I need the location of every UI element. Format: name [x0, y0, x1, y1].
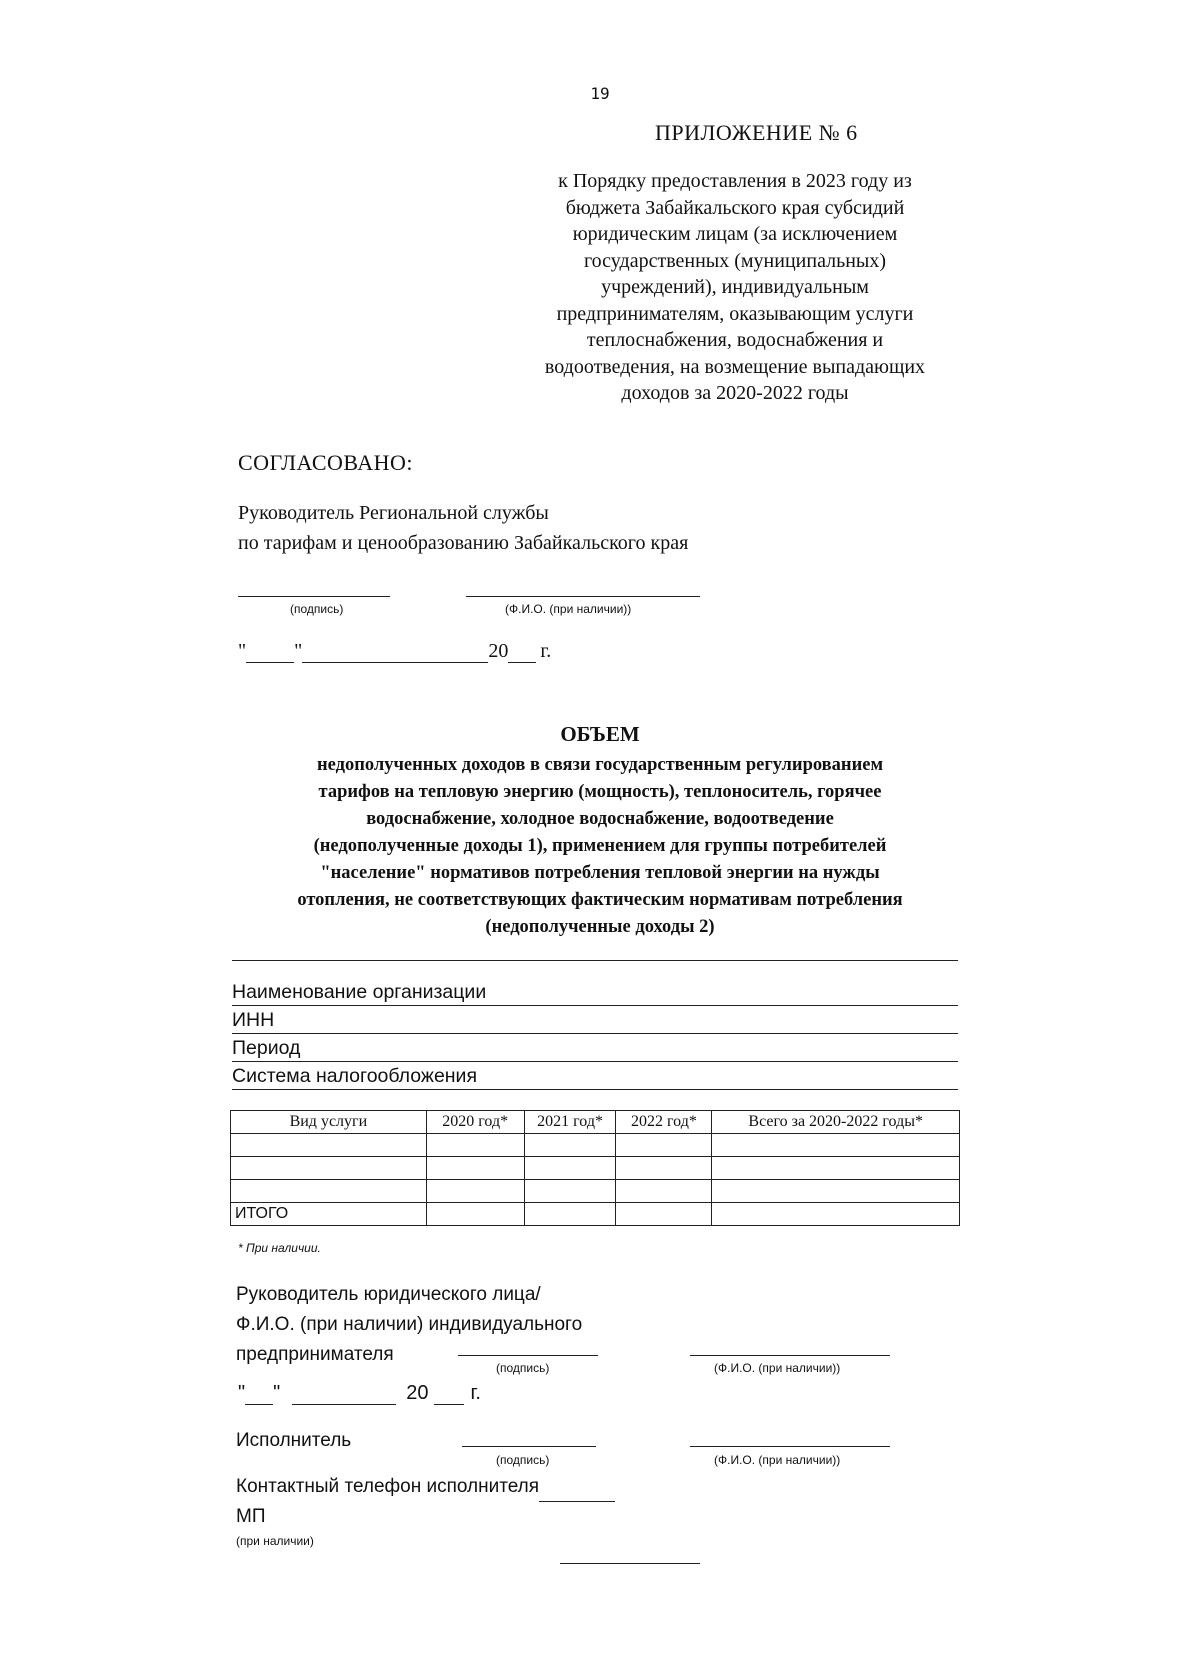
signatory-name-line[interactable] [690, 1355, 890, 1356]
table-cell[interactable] [712, 1180, 960, 1203]
approval-signature-caption: (подпись) [290, 602, 344, 616]
signatory-title [236, 1280, 582, 1370]
table-header-cell: Вид услуги [231, 1111, 427, 1134]
executor-label: Исполнитель [236, 1430, 352, 1451]
executor-signature-line[interactable] [462, 1446, 596, 1447]
date-day-blank[interactable] [245, 1386, 273, 1405]
executor-phone [236, 1472, 615, 1502]
signatory-signature-line[interactable] [458, 1355, 598, 1356]
table-cell[interactable] [524, 1134, 616, 1157]
date-month-blank[interactable] [302, 644, 488, 663]
table-cell[interactable] [524, 1180, 616, 1203]
date-quote-close: " [273, 1382, 281, 1404]
form-title: ОБЪЕМ [560, 722, 640, 746]
date-quote-open: " [238, 1382, 246, 1404]
date-year-suffix: г. [470, 1382, 481, 1404]
table-cell[interactable] [712, 1134, 960, 1157]
table-cell[interactable] [616, 1180, 712, 1203]
appendix-description-line: бюджета Забайкальского края субсидий [565, 196, 905, 219]
stamp-label: МП [236, 1506, 266, 1527]
info-field-organization[interactable]: Наименование организации [232, 978, 958, 1006]
table-total-label: ИТОГО [231, 1203, 427, 1226]
table-cell[interactable] [616, 1203, 712, 1226]
appendix-description-line: юридическим лицам (за исключением [572, 223, 898, 245]
services-table [230, 1110, 960, 1226]
table-cell[interactable] [616, 1134, 712, 1157]
appendix-description [520, 168, 950, 407]
bottom-separator-line [560, 1563, 700, 1564]
info-field-period[interactable]: Период [232, 1034, 958, 1062]
table-cell[interactable] [616, 1157, 712, 1180]
table-row [231, 1157, 960, 1180]
table-row [231, 1180, 960, 1203]
executor-phone-blank[interactable] [539, 1481, 615, 1502]
form-subtitle [235, 752, 965, 941]
signatory-name-caption: (Ф.И.О. (при наличии)) [714, 1361, 841, 1375]
table-header-row [231, 1111, 960, 1134]
table-header-cell: 2022 год* [616, 1111, 712, 1134]
date-year-blank[interactable] [508, 644, 536, 663]
approval-position [238, 498, 688, 558]
approval-name-caption: (Ф.И.О. (при наличии)) [505, 602, 632, 616]
table-cell[interactable] [524, 1203, 616, 1226]
signatory-line: Руководитель юридического лица/ [236, 1284, 541, 1305]
page-number: 19 [590, 84, 610, 103]
approval-name-line[interactable] [466, 596, 700, 597]
table-cell[interactable] [231, 1134, 427, 1157]
appendix-description-line: государственных (муниципальных) [583, 249, 887, 272]
approval-position-line: по тарифам и ценообразованию Забайкальского края [238, 532, 689, 554]
date-month-blank[interactable] [292, 1386, 396, 1405]
appendix-description-line: теплоснабжения, водоснабжения и [586, 329, 884, 351]
form-subtitle-line: (недополученные доходы 2) [485, 917, 715, 937]
title-separator-line [232, 960, 958, 961]
table-row [231, 1134, 960, 1157]
signatory-signature-caption: (подпись) [496, 1361, 550, 1375]
date-day-blank[interactable] [246, 644, 294, 663]
appendix-description-line: водоотведения, на возмещение выпадающих [544, 355, 926, 378]
table-header-cell: 2021 год* [524, 1111, 616, 1134]
table-header-cell: 2020 год* [426, 1111, 524, 1134]
approval-signature-line[interactable] [238, 596, 390, 597]
table-cell[interactable] [231, 1180, 427, 1203]
info-field-inn[interactable]: ИНН [232, 1006, 958, 1034]
table-cell[interactable] [426, 1180, 524, 1203]
signatory-line: предпринимателя [236, 1344, 394, 1365]
info-field-tax-system[interactable]: Система налогообложения [232, 1062, 958, 1090]
appendix-description-line: к Порядку предоставления в 2023 году из [558, 170, 912, 192]
stamp-note: (при наличии) [236, 1534, 314, 1548]
form-subtitle-line: отопления, не соответствующих фактическим нормативам потребления [297, 890, 903, 910]
form-subtitle-line: недополученных доходов в связи государственным регулированием [316, 755, 884, 775]
date-year-suffix: г. [540, 640, 552, 662]
appendix-title: ПРИЛОЖЕНИЕ № 6 [655, 120, 858, 145]
table-total-row [231, 1203, 960, 1226]
appendix-description-line: доходов за 2020-2022 годы [621, 382, 849, 404]
form-subtitle-line: "население" нормативов потребления тепловой энергии на нужды [320, 863, 880, 883]
date-year-blank[interactable] [434, 1386, 464, 1405]
approval-heading: СОГЛАСОВАНО: [238, 450, 413, 475]
executor-phone-label: Контактный телефон исполнителя [236, 1476, 540, 1497]
table-cell[interactable] [426, 1157, 524, 1180]
executor-name-line[interactable] [690, 1446, 890, 1447]
table-cell[interactable] [426, 1134, 524, 1157]
form-subtitle-line: водоснабжение, холодное водоснабжение, водоотведение [366, 809, 834, 829]
approval-date [238, 640, 551, 663]
table-cell[interactable] [712, 1157, 960, 1180]
approval-position-line: Руководитель Региональной службы [238, 502, 549, 524]
table-cell[interactable] [231, 1157, 427, 1180]
date-quote-close: " [294, 640, 303, 662]
date-year-prefix: 20 [488, 640, 509, 662]
table-cell[interactable] [524, 1157, 616, 1180]
appendix-description-line: учреждений), индивидуальным [601, 276, 869, 298]
form-subtitle-line: тарифов на тепловую энергию (мощность), теплоноситель, горячее [318, 782, 882, 802]
date-year-prefix: 20 [406, 1382, 429, 1404]
table-cell[interactable] [426, 1203, 524, 1226]
table-cell[interactable] [712, 1203, 960, 1226]
executor-name-caption: (Ф.И.О. (при наличии)) [714, 1453, 841, 1467]
table-header-cell: Всего за 2020-2022 годы* [712, 1111, 960, 1134]
table-footnote: * При наличии. [238, 1241, 321, 1255]
signatory-date [238, 1382, 481, 1405]
form-subtitle-line: (недополученные доходы 1), применением для группы потребителей [313, 836, 887, 856]
executor-signature-caption: (подпись) [496, 1453, 550, 1467]
signatory-line: Ф.И.О. (при наличии) индивидуального [236, 1314, 583, 1335]
date-quote-open: " [238, 640, 247, 662]
appendix-description-line: предпринимателям, оказывающим услуги [556, 302, 914, 325]
